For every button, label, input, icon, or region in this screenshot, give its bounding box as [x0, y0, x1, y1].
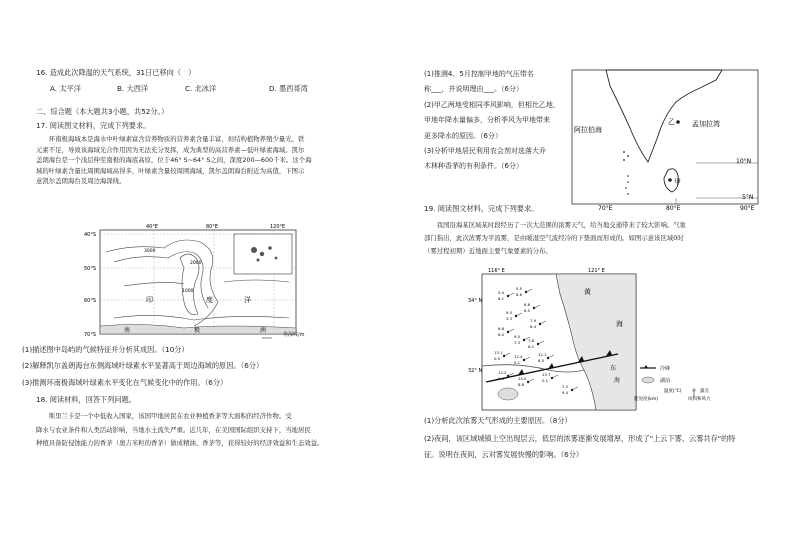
- q16-option-b: B. 大西洋: [117, 84, 149, 93]
- lat-label: 32° N: [468, 368, 483, 374]
- q19-material-line: 我国沿海某区域某时段经历了一次大范围的浓雾天气，给当地交通带来了较大影响。气象: [424, 221, 687, 229]
- q17-material: [36, 134, 371, 187]
- lat-label: 10°N: [736, 158, 752, 165]
- legend-dewpoint: 露点: [700, 389, 709, 394]
- contour-label: 2000: [190, 261, 202, 266]
- q19-sub-2-line1: (2)夜间，该区域城镇上空出现层云，低层的浓雾逐渐发展增厚，形成了"上云下雾、云雾共存"的特: [424, 434, 736, 443]
- station-visibility: 8.5: [538, 358, 545, 363]
- station-visibility: 0.5: [494, 356, 501, 361]
- legend-lake: 湖泊: [660, 378, 671, 384]
- station-visibility: 8.6: [518, 382, 525, 387]
- legend-cold-front: 冷锋: [660, 366, 671, 372]
- lon-label: 116° E: [488, 268, 505, 274]
- lon-label: 90°E: [740, 205, 755, 212]
- q19-material-line: （雾过程初期）近地面主要气象要素的分布。: [424, 247, 552, 255]
- lon-label: 70°E: [598, 205, 613, 212]
- q18-sub-line: (3)分析甲地居民利用农会剂对选落大乔: [424, 147, 546, 156]
- station-temperature: 7.8: [528, 338, 535, 343]
- q17-title: 17. 阅读图文材料，完成下列要求。: [36, 121, 151, 130]
- station-temperature: 5.4: [498, 290, 505, 295]
- q17-sub-3: (3)推测环南极海域叶绿素水平变化在气候变化中的作用。（6分）: [22, 378, 228, 387]
- map-legend-depth: 等深线/m: [283, 332, 305, 338]
- legend-visibility: 能见度(km): [634, 397, 659, 402]
- q18-sub-line: 木林种香茅的有利条件。（6分）: [424, 162, 523, 171]
- q18-sub-line: (2)甲乙两地受相同季风影响，但相比乙地，: [424, 100, 560, 109]
- q18-sub-line: (1)推测4、5月控制甲地的气压带名: [424, 70, 534, 78]
- station-visibility: 3.3: [506, 316, 513, 321]
- station-visibility: 6.4: [530, 324, 537, 329]
- continent-label: 极: [194, 327, 201, 334]
- contour-label: 3000: [144, 249, 156, 254]
- section-2-title: 二、综合题（本大题共3小题，共52分。）: [36, 107, 169, 116]
- india-srilanka-map: [566, 66, 766, 214]
- q18-material-line: 斯里兰卡是一个中低收入国家，该国甲地居民在农业种植香茅等大面积的经济作物。受: [36, 412, 292, 420]
- q19-sub-2-line2: 征。说明在夜间，云对雾发展快慢的影响。（6分）: [424, 450, 584, 459]
- continent-label: 洲: [260, 327, 267, 334]
- station-temperature: 9.5: [514, 334, 521, 339]
- q17-sub-1: (1)描述图中岛屿的气候特征并分析其成因。（10分）: [22, 345, 189, 354]
- station-visibility: 6.5: [524, 308, 531, 313]
- q18-title: 18. 阅读材料，回答下列问题。: [36, 395, 136, 404]
- station-visibility: 9.4: [562, 390, 569, 395]
- station-temperature: 7.2: [562, 384, 569, 389]
- sea-label: 海: [614, 377, 621, 384]
- station-visibility: 0.4: [498, 376, 505, 381]
- lon-label: 121° E: [588, 268, 605, 274]
- sea-label: 海: [616, 320, 623, 328]
- q18-material-line: 降水与农业条件和人类活动影响，当地水土流失严重。近几年，在美国国际组织支持下，当地居民: [36, 425, 311, 434]
- ocean-label: 洋: [244, 296, 251, 304]
- sea-label: 黄: [584, 288, 591, 296]
- location-a-marker: [668, 178, 672, 182]
- station-temperature: 13.1: [494, 350, 503, 355]
- station-visibility: 0.1: [542, 378, 549, 383]
- lake: [498, 388, 518, 400]
- station-temperature: 13.2: [498, 370, 507, 375]
- q16-option-d: D. 墨西哥湾: [269, 84, 308, 93]
- station-temperature: 12.1: [538, 352, 547, 357]
- station-temperature: 13.7: [542, 372, 551, 377]
- q17-material-line: 意凯尔盖朗海台及周边海深线。: [36, 177, 126, 186]
- location-b-marker: [676, 120, 680, 124]
- lon-label: 120°E: [270, 224, 286, 230]
- q16-stem: 16. 造成此次降温的天气系统，31日已移向（ ）: [36, 68, 196, 77]
- station-temperature: 6.8: [498, 326, 505, 331]
- station-visibility: 6.6: [516, 292, 523, 297]
- legend-temperature: 温度(℃): [664, 389, 682, 394]
- q19-material: [424, 219, 769, 258]
- lat-label: 60°S: [84, 298, 97, 304]
- q19-sub-1: (1)分析此次浓雾天气形成的主要原因。（8分）: [424, 416, 572, 425]
- location-b-label: 乙: [668, 118, 675, 126]
- station-temperature: 5.5: [516, 286, 523, 291]
- q16-option-c: C. 北冰洋: [185, 84, 217, 93]
- station-visibility: 0.1: [514, 360, 521, 365]
- station-temperature: 7.9: [530, 318, 537, 323]
- lat-label: 40°S: [84, 232, 97, 238]
- q17-material-line: 元素不足，导致该海域光合作用因为无法充分发挥，成为典型的高营养素—低叶绿素海域。凯尔: [36, 145, 305, 154]
- station-visibility: 6.0: [498, 332, 505, 337]
- location-a-label: 甲: [674, 178, 681, 186]
- continent-label: 南: [124, 327, 131, 334]
- ocean-label: 度: [206, 296, 213, 304]
- q18-continued: [424, 67, 569, 175]
- station-visibility: 6.1: [498, 296, 505, 301]
- q18-material: [36, 410, 371, 451]
- station-visibility: 7.3: [514, 340, 521, 345]
- q18-sub-line: 更多降水的原因。（6分）: [424, 131, 502, 140]
- q18-sub-line: 称___，并说明理由___。（6分）: [424, 85, 523, 94]
- ocean-label: 印: [146, 296, 153, 304]
- contour-label: 1000: [182, 289, 194, 294]
- q16-option-a: A. 太平洋: [50, 84, 81, 93]
- q19-title: 19. 阅读图文材料，完成下列要求。: [424, 204, 539, 213]
- station-temperature: 12.4: [514, 354, 523, 359]
- sea-label: 东: [610, 365, 617, 372]
- station-temperature: 14.0: [518, 376, 527, 381]
- lat-label: 70°S: [84, 332, 97, 338]
- lon-label: 80°E: [666, 205, 681, 212]
- q19-material-line: 部门指出，此次浓雾为平流雾，是由暖湿空气流经冷的下垫面而形成的。如图示意该区域0时: [424, 234, 684, 242]
- q17-material-line: 盖朗海台是一个浅层伸至南极的海底高原，位于46° S~64° S之间，深度200—600千米。这个海: [36, 156, 312, 165]
- lat-label: 50°S: [84, 266, 97, 272]
- station-temperature: 6.8: [524, 302, 531, 307]
- sea-label-arabian: 阿拉伯海: [574, 126, 602, 134]
- q17-material-line: 环南极海域本是海水中叶绿素富含营养物质的营养素含量丰富，但结构植物养殖少量光、铁: [36, 135, 305, 143]
- fog-weather-map: [468, 266, 728, 414]
- q17-sub-2: (2)解释凯尔盖朗海台东侧海域叶绿素水平显著高于周边海域的原因。（6分）: [22, 361, 264, 370]
- q17-material-line: 域的叶绿素含量比周围海域高得多，叶绿素含量较周围海域，凯尔盖朗海台附近为高值，下图示: [36, 166, 305, 175]
- sea-label-bengal: 孟加拉湾: [692, 120, 720, 128]
- lat-label: 34° N: [468, 298, 483, 304]
- q18-material-line: 种植具备防侵蚀能力的香茅（奥吉米粒的香茅）做成精油、香茅等，获得较好的经济效益和生态效益。: [36, 439, 324, 447]
- lon-label: 40°E: [146, 224, 159, 230]
- station-temperature: 9.5: [506, 310, 513, 315]
- lon-label: 80°E: [206, 224, 219, 230]
- station-visibility: 6.1: [528, 344, 535, 349]
- legend-wind: 风向和风力: [688, 397, 711, 402]
- q18-sub-line: 甲地年降水量偏多，分析季风为甲地带来: [424, 116, 550, 125]
- lat-label: 5°N: [742, 194, 754, 201]
- kerguelen-map: [84, 222, 302, 340]
